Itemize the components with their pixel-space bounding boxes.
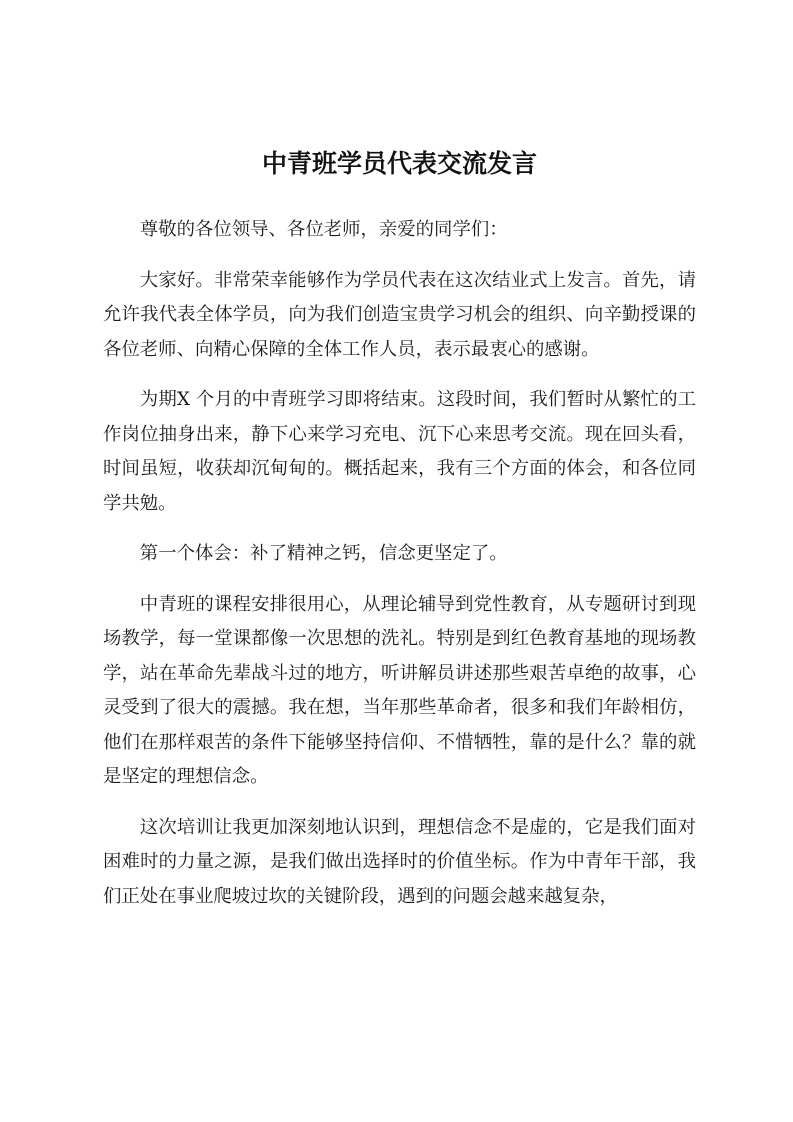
document-title: 中青班学员代表交流发言 xyxy=(261,149,537,178)
paragraph-first-point-heading: 第一个体会：补了精神之钙，信念更坚定了。 xyxy=(139,543,508,564)
paragraph-first-point-detail: 中青班的课程安排很用心，从理论辅导到党性教育，从专题研讨到现场教学，每一堂课都像一次思想的洗礼。特别是到红色教育基地的现场教学，站在革命先辈战斗过的地方，听讲解员讲述那些艰苦卓绝的故事，心灵受到了很大的震撼。我在想，当年那些革命者，很多和我们年龄相仿，他们在那样艰苦的条件下能够坚持信仰、不惜牺牲，靠的是什么？靠的就是坚定的理想信念。 xyxy=(103,593,696,787)
paragraph-first-point-reflection: 这次培训让我更加深刻地认识到，理想信念不是虚的，它是我们面对困难时的力量之源，是我们做出选择时的价值坐标。作为中青年干部，我们正处在事业爬坡过坎的关键阶段，遇到的问题会越来越复杂， xyxy=(103,816,696,907)
paragraph-greeting: 大家好。非常荣幸能够作为学员代表在这次结业式上发言。首先，请允许我代表全体学员，向为我们创造宝贵学习机会的组织、向辛勤授课的各位老师、向精心保障的全体工作人员，表示最衷心的感谢。 xyxy=(103,269,696,360)
document-body xyxy=(103,213,696,914)
paragraph-salutation: 尊敬的各位领导、各位老师，亲爱的同学们： xyxy=(139,219,508,240)
paragraph-overview: 为期X 个月的中青班学习即将结束。这段时间，我们暂时从繁忙的工作岗位抽身出来，静下心来学习充电、沉下心来思考交流。现在回头看，时间虽短，收获却沉甸甸的。概括起来，我有三个方面的体会，和各位同学共勉。 xyxy=(103,389,696,514)
